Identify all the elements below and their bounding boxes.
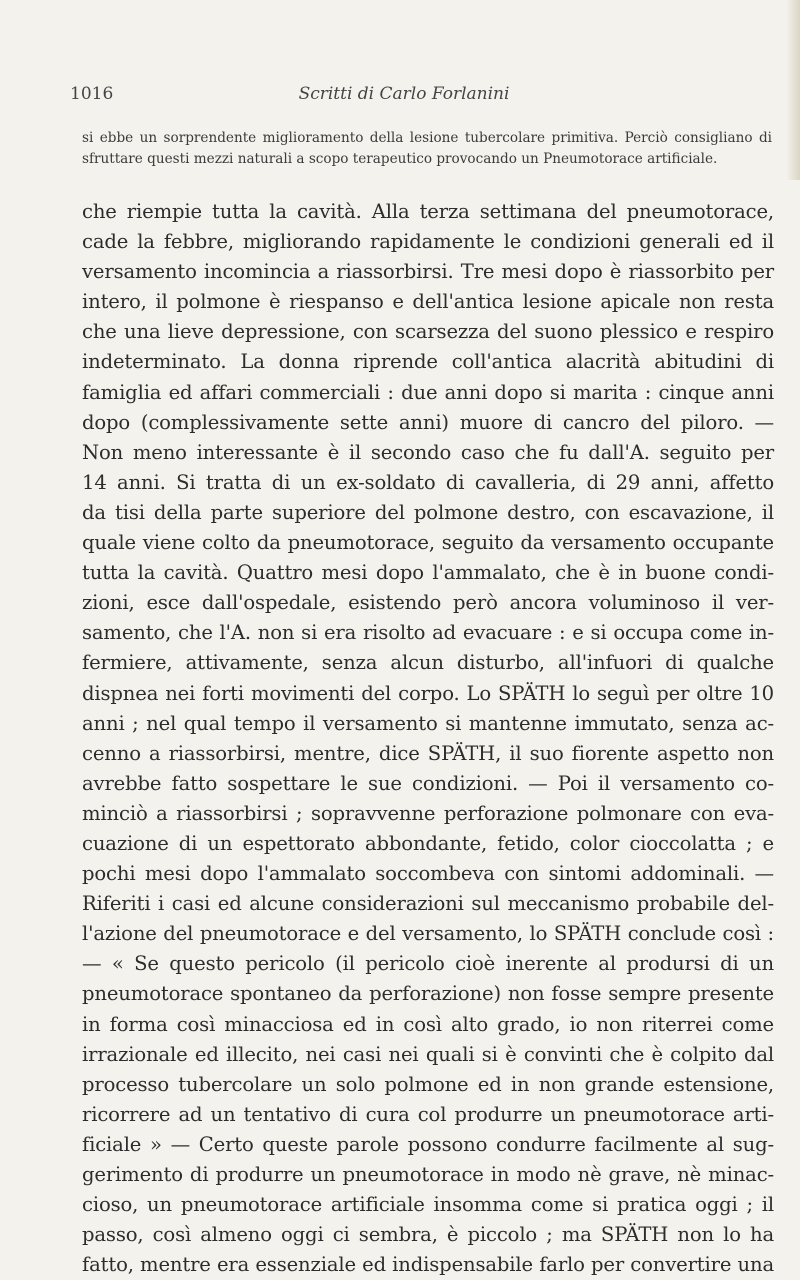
running-title: Scritti di Carlo Forlanini: [298, 84, 510, 104]
text-line: quale viene colto da pneumotorace, seguito da versamento occupante: [82, 531, 774, 555]
text-line: intero, il polmone è riespanso e dell'antica lesione apicale non resta: [82, 290, 774, 314]
text-line: pneumotorace spontaneo da perforazione) non fosse sempre presente: [82, 982, 774, 1006]
text-line: avrebbe fatto sospettare le sue condizioni. — Poi il versamento co-: [82, 771, 774, 795]
text-line: cade la febbre, migliorando rapidamente le condizioni generali ed il: [82, 230, 774, 254]
text-line: che riempie tutta la cavità. Alla terza settimana del pneumotorace,: [82, 200, 774, 223]
text-line: passo, così almeno oggi ci sembra, è piccolo ; ma SPÄTH non lo ha: [82, 1223, 774, 1247]
page-edge-shadow: [786, 0, 800, 180]
text-line: cuazione di un espettorato abbondante, fetido, color cioccolatta ; e: [82, 831, 774, 855]
body-text: [82, 197, 774, 1280]
text-line: l'azione del pneumotorace e del versamento, lo SPÄTH conclude così :: [82, 922, 774, 946]
page-header: [68, 84, 740, 112]
text-line: Non meno interessante è il secondo caso che fu dall'A. seguito per: [82, 440, 774, 464]
footnote: si ebbe un sorprendente miglioramento della lesione tubercolare primitiva. Perciò consigliano di sfruttare questi mezzi naturali a scopo terapeutico provocando un Pneumotorace artificiale.: [82, 130, 772, 167]
text-line: che una lieve depressione, con scarsezza del suono plessico e respiro: [82, 320, 774, 344]
text-line: samento, che l'A. non si era risolto ad evacuare : e si occupa come in-: [82, 621, 774, 645]
text-line: 14 anni. Si tratta di un ex-soldato di cavalleria, di 29 anni, affetto: [82, 470, 774, 494]
text-line: processo tubercolare un solo polmone ed in non grande estensione,: [82, 1072, 774, 1096]
text-line: minciò a riassorbirsi ; sopravvenne perforazione polmonare con eva-: [82, 801, 774, 825]
text-line: irrazionale ed illecito, nei casi nei quali si è convinti che è colpito dal: [82, 1042, 774, 1066]
text-line: gerimento di produrre un pneumotorace in modo nè grave, nè minac-: [82, 1163, 774, 1186]
text-line: ficiale » — Certo queste parole possono condurre facilmente al sug-: [82, 1132, 774, 1156]
text-line: indeterminato. La donna riprende coll'antica alacrità abitudini di: [82, 350, 774, 374]
text-line: zioni, esce dall'ospedale, esistendo però ancora voluminoso il ver-: [82, 591, 774, 615]
text-line: — « Se questo pericolo (il pericolo cioè inerente al prodursi di un: [82, 952, 774, 976]
text-line: pochi mesi dopo l'ammalato soccombeva con sintomi addominali. —: [82, 862, 774, 886]
text-line: fatto, mentre era essenziale ed indispensabile farlo per convertire una: [82, 1253, 774, 1277]
text-line: ricorrere ad un tentativo di cura col produrre un pneumotorace arti-: [82, 1102, 774, 1126]
text-line: cioso, un pneumotorace artificiale insomma come si pratica oggi ; il: [82, 1193, 774, 1217]
text-line: dispnea nei forti movimenti del corpo. Lo SPÄTH lo seguì per oltre 10: [82, 681, 774, 705]
text-line: anni ; nel qual tempo il versamento si mantenne immutato, senza ac-: [82, 711, 774, 735]
text-line: da tisi della parte superiore del polmone destro, con escavazione, il: [82, 500, 774, 524]
text-line: dopo (complessivamente sette anni) muore di cancro del piloro. —: [82, 410, 774, 434]
text-line: famiglia ed affari commerciali : due anni dopo si marita : cinque anni: [82, 380, 774, 404]
text-line: in forma così minacciosa ed in così alto grado, io non riterrei come: [82, 1012, 774, 1036]
page-number: 1016: [70, 84, 114, 104]
text-line: Riferiti i casi ed alcune considerazioni sul meccanismo probabile del-: [82, 892, 774, 916]
text-line: cenno a riassorbirsi, mentre, dice SPÄTH, il suo fiorente aspetto non: [82, 741, 774, 765]
text-line: fermiere, attivamente, senza alcun disturbo, all'infuori di qualche: [82, 651, 774, 675]
text-line: tutta la cavità. Quattro mesi dopo l'ammalato, che è in buone condi-: [82, 561, 774, 585]
text-line: versamento incomincia a riassorbirsi. Tre mesi dopo è riassorbito per: [82, 260, 774, 284]
